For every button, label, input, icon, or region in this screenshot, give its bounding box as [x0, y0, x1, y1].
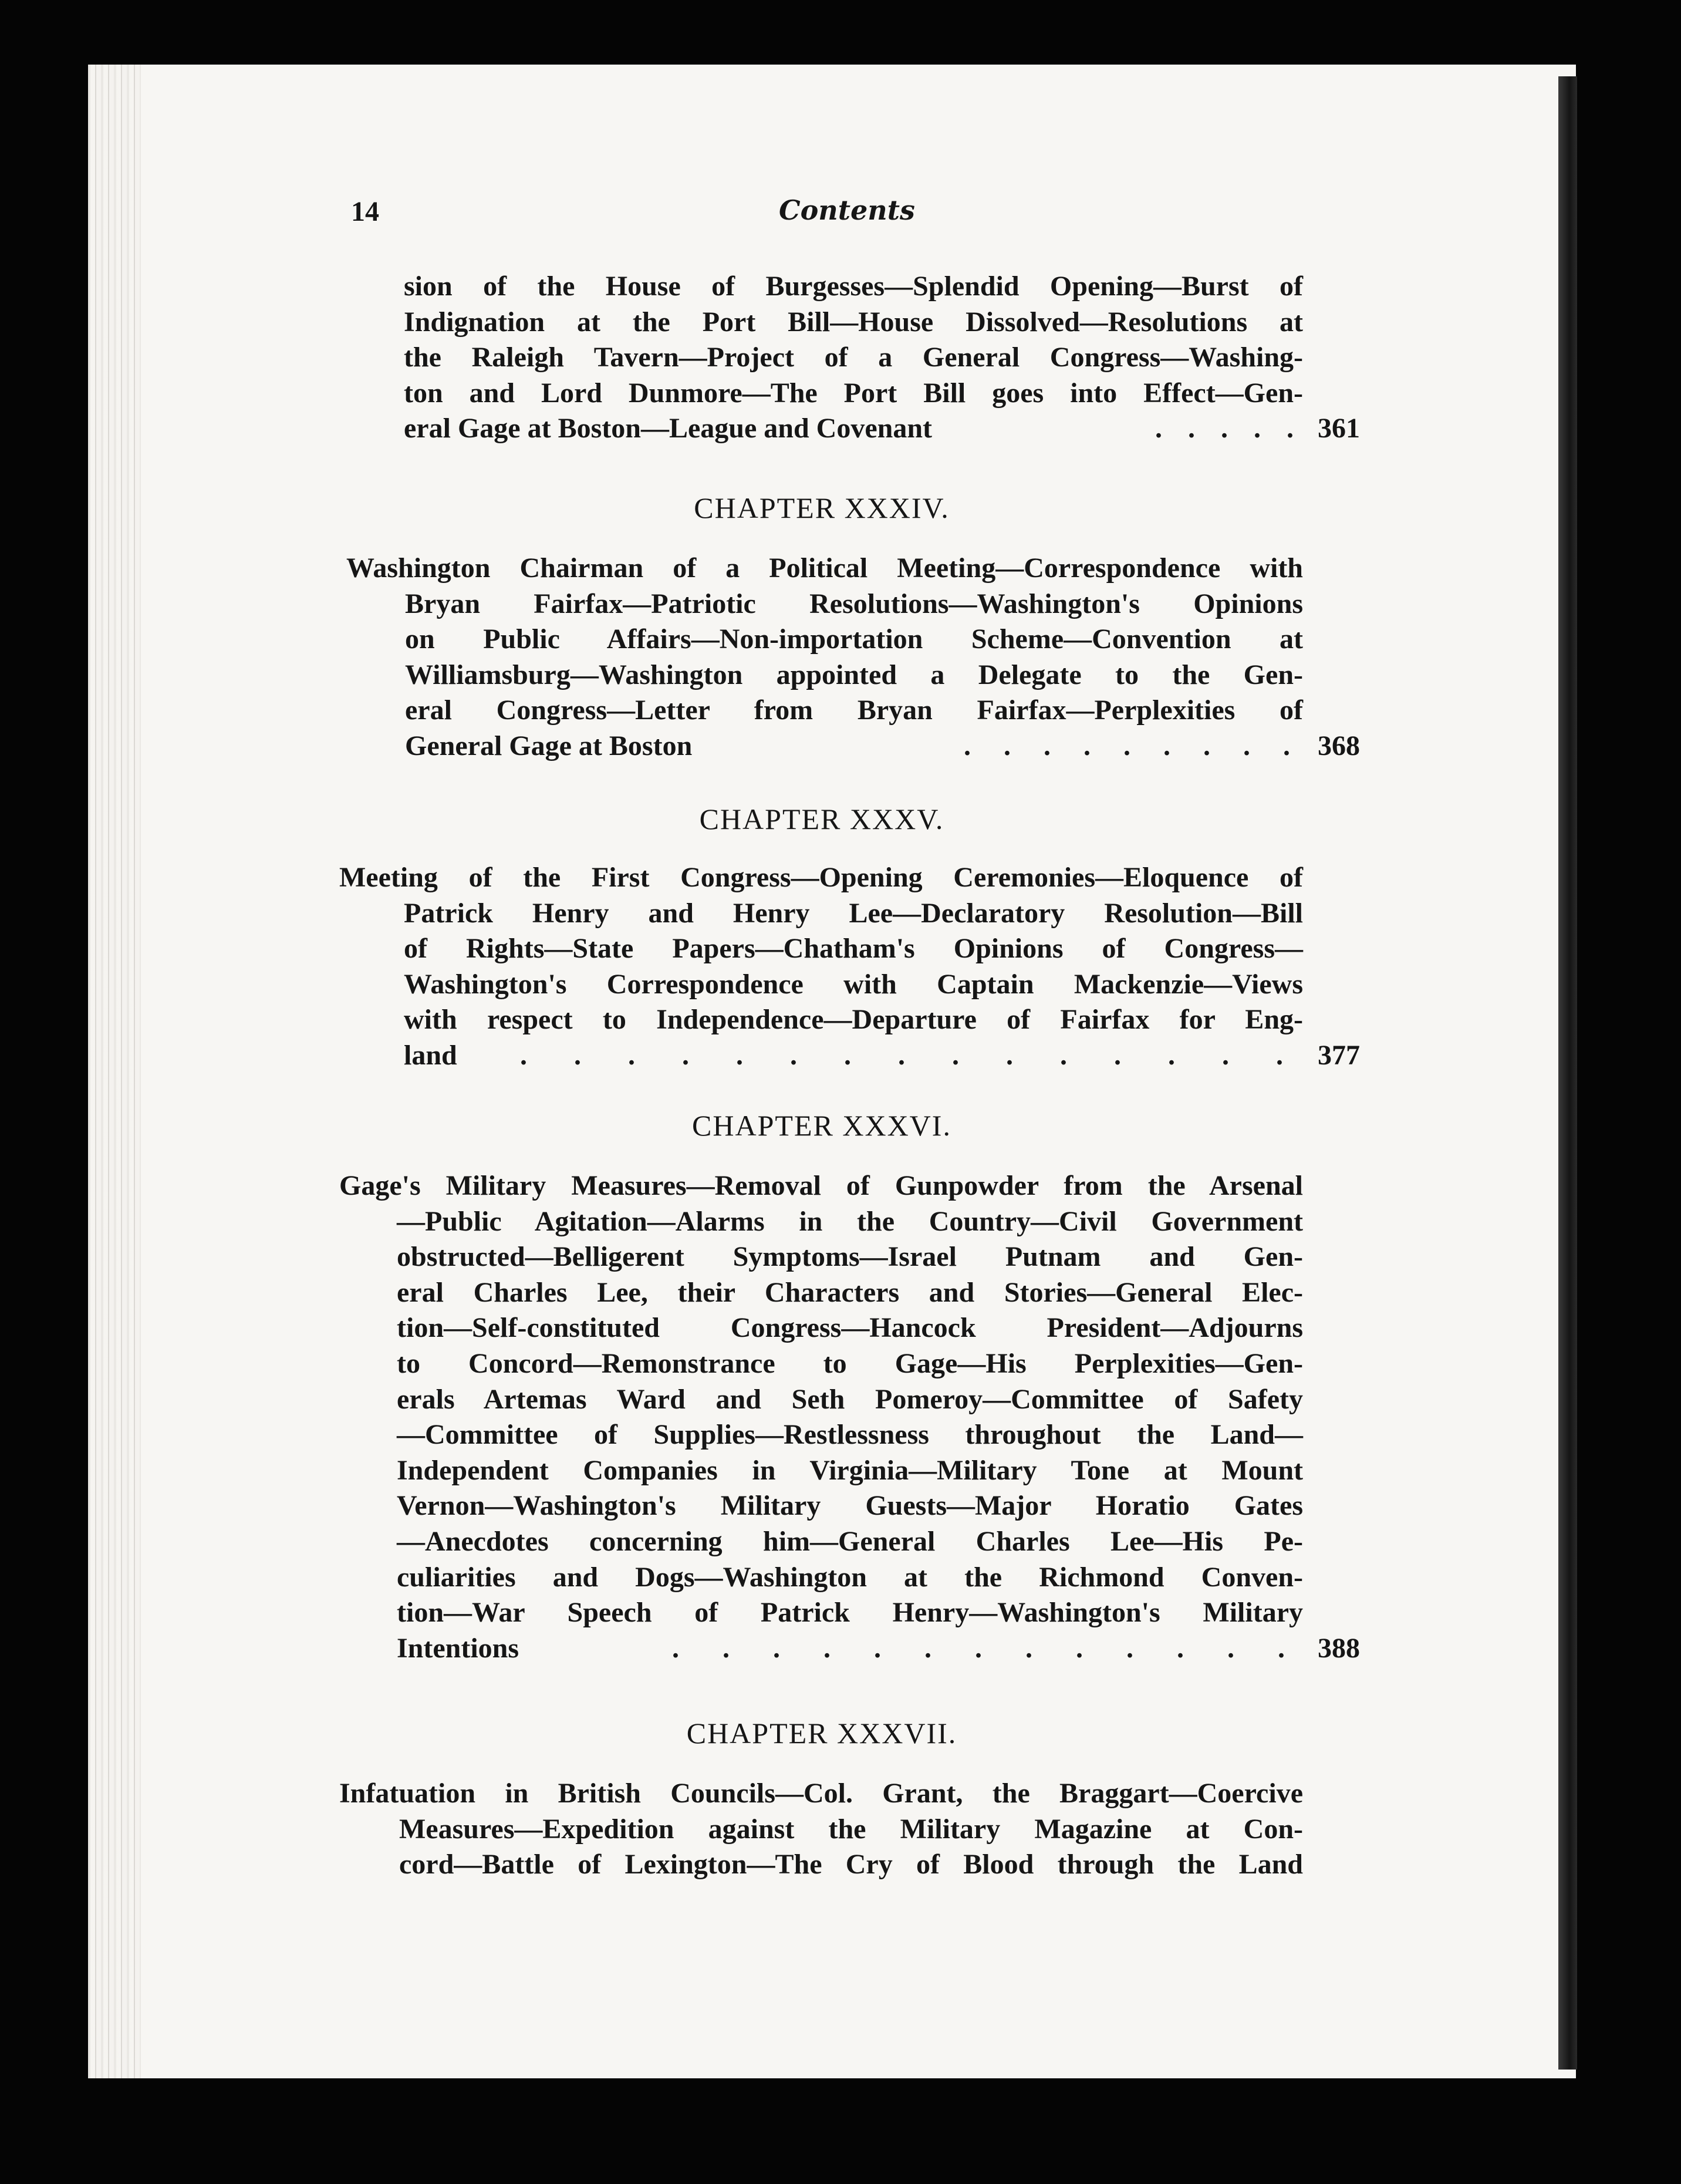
entry-line: Infatuation in British Councils—Col. Grant, the Braggart—Coercive — [339, 1778, 1303, 1809]
entry-line: sion of the House of Burgesses—Splendid Opening—Burst of — [404, 271, 1303, 302]
entry-line: obstructed—Belligerent Symptoms—Israel Putnam and Gen- — [397, 1241, 1303, 1273]
entry-line: eral Congress—Letter from Bryan Fairfax—Perplexities of — [405, 695, 1303, 726]
entry-line: Independent Companies in Virginia—Military Tone at Mount — [397, 1454, 1303, 1486]
entry-page-number: 368 — [1318, 730, 1360, 761]
entry-line-last — [404, 411, 1360, 447]
toc-entry — [339, 1776, 1303, 1883]
entry-line: of Rights—State Papers—Chatham's Opinions of Congress— — [404, 933, 1303, 965]
book-spine-edge — [1558, 76, 1577, 2070]
entry-line-last — [404, 1038, 1360, 1074]
dot-leader: . . . . . . . . . . . . . . . — [520, 1039, 1303, 1071]
entry-line: Washington's Correspondence with Captain Mackenzie—Views — [404, 968, 1303, 1000]
entry-line-text: General Gage at Boston — [405, 730, 693, 761]
entry-line: erals Artemas Ward and Seth Pomeroy—Committee of Safety — [397, 1383, 1303, 1415]
entry-line: Patrick Henry and Henry Lee—Declaratory Resolution—Bill — [404, 897, 1303, 929]
entry-page-number: 377 — [1318, 1039, 1360, 1071]
entry-line-text: land — [404, 1039, 457, 1071]
chapter-heading: CHAPTER XXXVI. — [692, 1109, 951, 1142]
dot-leader: . . . . . — [1155, 413, 1303, 444]
toc-entry-continued — [404, 269, 1360, 447]
running-title: Contents — [779, 194, 915, 226]
entry-line: Bryan Fairfax—Patriotic Resolutions—Washington's Opinions — [405, 588, 1303, 619]
entry-line-text: eral Gage at Boston—League and Covenant — [404, 413, 932, 444]
chapter-heading: CHAPTER XXXV. — [699, 803, 944, 835]
dot-leader: . . . . . . . . . . . . . — [672, 1632, 1303, 1664]
chapter-heading: CHAPTER XXXIV. — [694, 491, 950, 524]
page-number: 14 — [351, 196, 379, 227]
entry-line-last — [397, 1631, 1360, 1667]
page-gutter — [88, 65, 141, 2078]
entry-line: culiarities and Dogs—Washington at the Richmond Conven- — [397, 1561, 1303, 1593]
entry-page-number: 388 — [1318, 1632, 1360, 1664]
entry-line: tion—Self-constituted Congress—Hancock President—Adjourns — [397, 1312, 1303, 1344]
entry-line-text: Intentions — [397, 1632, 519, 1664]
entry-line: —Anecdotes concerning him—General Charles Lee—His Pe- — [397, 1525, 1303, 1557]
entry-line: with respect to Independence—Departure of Fairfax for Eng- — [404, 1004, 1303, 1036]
entry-line: Gage's Military Measures—Removal of Gunpowder from the Arsenal — [339, 1170, 1303, 1201]
entry-line: —Public Agitation—Alarms in the Country—Civil Government — [397, 1205, 1303, 1237]
entry-line: Williamsburg—Washington appointed a Delegate to the Gen- — [405, 659, 1303, 690]
entry-line: Washington Chairman of a Political Meeting—Correspondence with — [346, 552, 1303, 584]
entry-line-last — [405, 729, 1360, 764]
entry-line: cord—Battle of Lexington—The Cry of Blood through the Land — [399, 1849, 1303, 1880]
entry-line: eral Charles Lee, their Characters and Stories—General Elec- — [397, 1276, 1303, 1308]
entry-line: Vernon—Washington's Military Guests—Major Horatio Gates — [397, 1490, 1303, 1522]
entry-line: Meeting of the First Congress—Opening Ceremonies—Eloquence of — [339, 862, 1303, 893]
chapter-heading: CHAPTER XXXVII. — [686, 1717, 957, 1750]
entry-line: ton and Lord Dunmore—The Port Bill goes into Effect—Gen- — [404, 377, 1303, 409]
entry-line: Indignation at the Port Bill—House Dissolved—Resolutions at — [404, 306, 1303, 338]
entry-page-number: 361 — [1318, 413, 1360, 444]
entry-line: tion—War Speech of Patrick Henry—Washington's Military — [397, 1597, 1303, 1629]
toc-entry — [339, 1168, 1360, 1666]
entry-line: to Concord—Remonstrance to Gage—His Perplexities—Gen- — [397, 1347, 1303, 1379]
entry-line: the Raleigh Tavern—Project of a General Congress—Washing- — [404, 342, 1303, 373]
toc-entry — [339, 860, 1360, 1074]
entry-line: on Public Affairs—Non-importation Scheme—Convention at — [405, 623, 1303, 655]
entry-line: Measures—Expedition against the Military Magazine at Con- — [399, 1813, 1303, 1845]
toc-entry — [346, 551, 1360, 764]
dot-leader: . . . . . . . . . — [964, 730, 1303, 761]
entry-line: —Committee of Supplies—Restlessness throughout the Land— — [397, 1419, 1303, 1451]
